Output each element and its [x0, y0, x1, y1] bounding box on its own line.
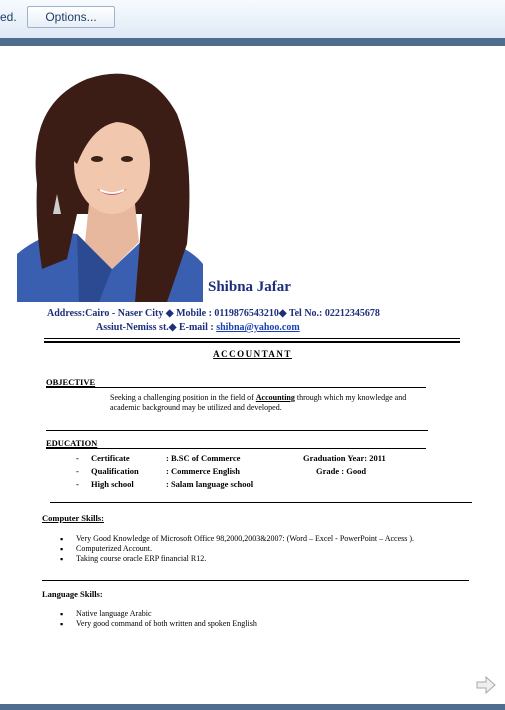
email-link[interactable]: shibna@yahoo.com	[216, 322, 300, 333]
objective-heading: OBJECTIVE	[46, 377, 96, 387]
edu-dash: -	[76, 453, 79, 463]
edu-value-qualification: : Commerce English	[166, 466, 240, 476]
objective-highlight: Accounting	[255, 393, 295, 402]
edu-dash: -	[76, 479, 79, 489]
list-item: ▪ Native language Arabic	[42, 609, 462, 619]
message-bar	[0, 0, 505, 39]
header-rule-bottom	[44, 341, 460, 343]
list-item: ▪ Very good command of both written and spoken English	[42, 619, 462, 629]
edu-dash: -	[76, 466, 79, 476]
edu-grade: Grade : Good	[316, 466, 367, 476]
edu-value-certificate: : B.SC of Commerce	[166, 453, 241, 463]
message-bar-text: ed.	[0, 10, 17, 24]
toolbar-divider	[0, 38, 505, 46]
edu-graduation-year: Graduation Year: 2011	[303, 453, 386, 463]
objective-text-end: through which my knowledge and academic background may be utilized and developed.	[110, 393, 407, 412]
list-item: ▪ Taking course oracle ERP financial R12.	[42, 554, 462, 564]
options-button[interactable]: Options...	[27, 6, 115, 28]
edu-value-high-school: : Salam language school	[166, 479, 254, 489]
edu-label-qualification: Qualification	[91, 466, 139, 476]
next-arrow-icon[interactable]	[476, 676, 496, 694]
objective-text	[110, 393, 410, 413]
objective-rule	[46, 387, 426, 388]
computer-skills-list	[42, 534, 462, 564]
language-skills-list	[42, 609, 462, 629]
language-skills-heading: Language Skills:	[42, 589, 103, 599]
computer-skills-end-rule	[42, 580, 469, 581]
education-end-rule	[50, 502, 472, 503]
header-rule-top	[44, 338, 460, 339]
edu-label-high-school: High school	[91, 479, 134, 489]
portrait-photo	[17, 64, 203, 302]
list-item: ▪ Very Good Knowledge of Microsoft Office 98,2000,2003&2007: (Word – Excel - PowerPoint – Access ).	[42, 534, 462, 544]
contact-line-1: Address:Cairo - Naser City ◆ Mobile : 0119876543210◆ Tel No.: 02212345678	[47, 308, 380, 319]
edu-label-certificate: Certificate	[91, 453, 130, 463]
computer-skills-heading: Computer Skills:	[42, 513, 104, 523]
job-title: ACCOUNTANT	[213, 349, 292, 359]
list-item: ▪ Computerized Account.	[42, 544, 462, 554]
bottom-bar	[0, 704, 505, 710]
contact-address-part: Assiut-Nemiss st.◆ E-mail :	[96, 322, 217, 333]
objective-text-start: Seeking a challenging position in the field of	[110, 393, 256, 402]
education-rule	[46, 448, 426, 449]
education-heading: EDUCATION	[46, 438, 98, 448]
objective-end-rule	[46, 430, 428, 431]
contact-line-2	[96, 322, 300, 333]
candidate-name: Shibna Jafar	[208, 279, 291, 295]
